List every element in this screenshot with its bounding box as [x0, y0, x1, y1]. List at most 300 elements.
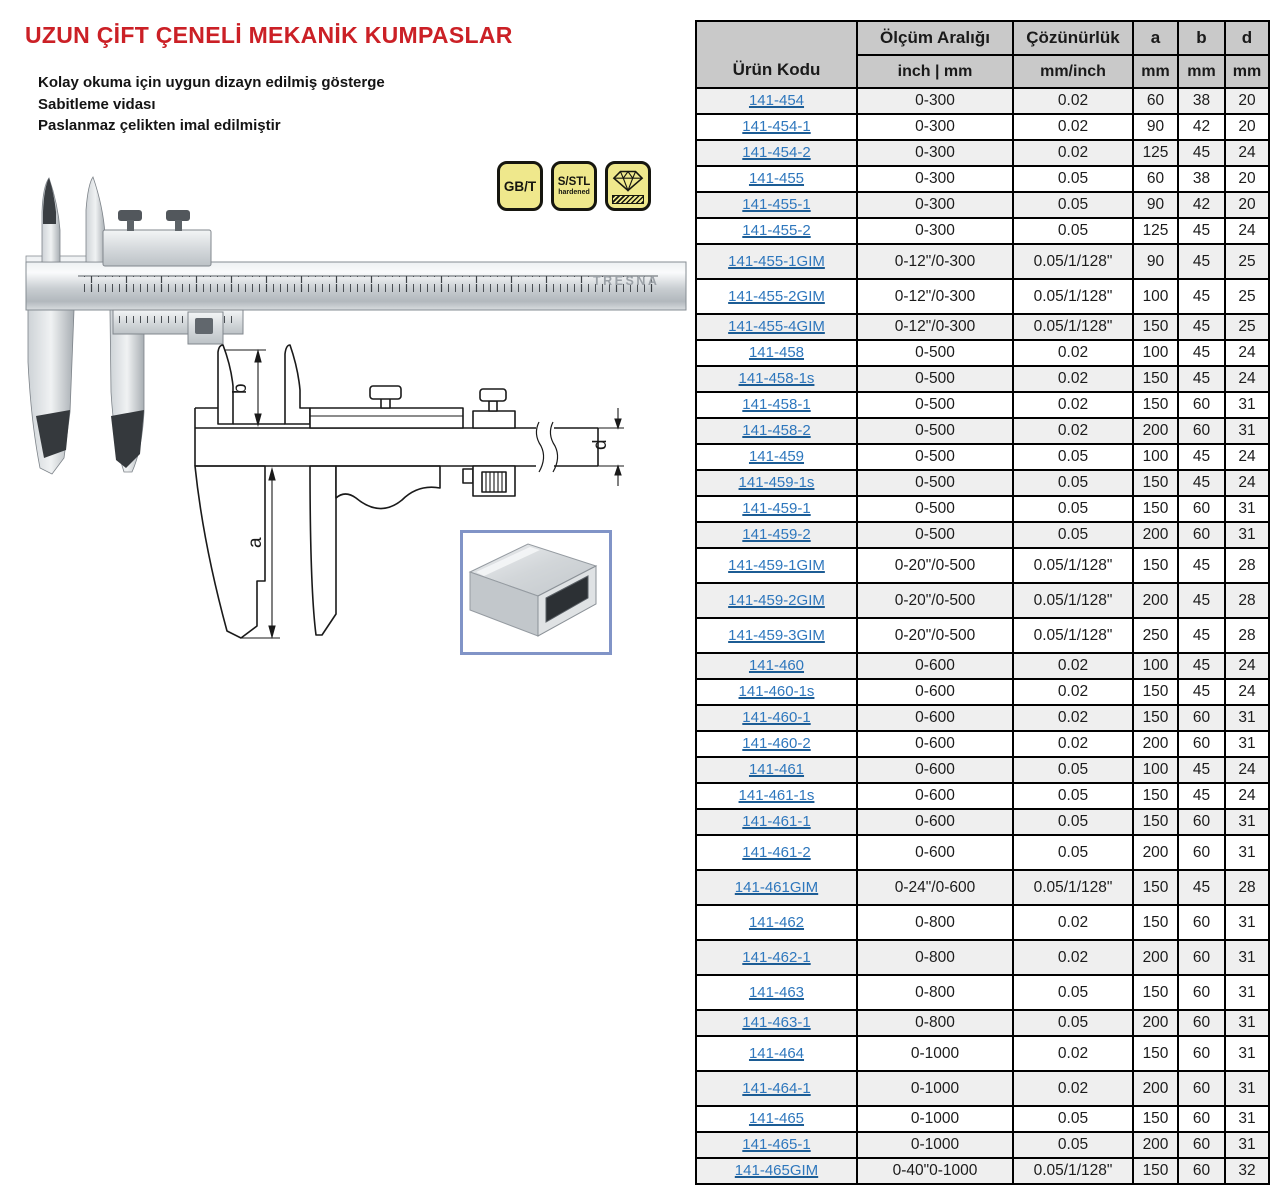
dim-d-cell: 31	[1225, 1036, 1269, 1071]
product-code-link[interactable]: 141-463	[748, 983, 805, 1001]
table-row	[696, 731, 1269, 757]
resolution-cell: 0.05	[1013, 192, 1133, 218]
product-code-link[interactable]: 141-460-1s	[738, 683, 815, 700]
product-code-cell	[696, 88, 857, 114]
resolution-cell: 0.05/1/128"	[1013, 1158, 1133, 1184]
product-code-cell	[696, 496, 857, 522]
product-code-link[interactable]: 141-460	[748, 657, 805, 674]
table-row	[696, 870, 1269, 905]
range-cell: 0-600	[857, 835, 1013, 870]
dim-a-cell: 150	[1133, 679, 1178, 705]
drawing-slider-plate	[336, 466, 440, 509]
dim-b-cell: 38	[1178, 166, 1225, 192]
range-cell: 0-800	[857, 975, 1013, 1010]
product-code-cell	[696, 1036, 857, 1071]
dim-d-cell: 20	[1225, 88, 1269, 114]
dim-d-cell: 31	[1225, 1010, 1269, 1036]
resolution-cell: 0.02	[1013, 653, 1133, 679]
product-code-link[interactable]: 141-455-1GIM	[728, 252, 825, 270]
dim-b-cell: 60	[1178, 522, 1225, 548]
product-code-link[interactable]: 141-461-2	[742, 843, 811, 861]
table-row	[696, 522, 1269, 548]
badge-sublabel: hardened	[558, 188, 590, 196]
product-code-link[interactable]: 141-459-1GIM	[728, 556, 825, 574]
beam-tube-illustration	[468, 538, 604, 642]
range-cell: 0-40"0-1000	[857, 1158, 1013, 1184]
product-code-link[interactable]: 141-459	[748, 448, 805, 465]
product-code-cell	[696, 1132, 857, 1158]
dim-a-cell: 150	[1133, 705, 1178, 731]
col-header-b: b	[1178, 21, 1225, 55]
dim-b-cell: 42	[1178, 114, 1225, 140]
jaw-carbide-tip	[111, 410, 144, 468]
dim-a-cell: 150	[1133, 314, 1178, 340]
range-cell: 0-1000	[857, 1132, 1013, 1158]
resolution-cell: 0.05	[1013, 975, 1133, 1010]
dim-a-cell: 150	[1133, 809, 1178, 835]
product-code-cell	[696, 114, 857, 140]
dim-b-cell: 60	[1178, 731, 1225, 757]
drawing-upper-jaw-slider	[285, 345, 310, 424]
dim-b-cell: 60	[1178, 1158, 1225, 1184]
dim-b-cell: 60	[1178, 1106, 1225, 1132]
product-code-link[interactable]: 141-459-1s	[738, 474, 815, 491]
dim-a-cell: 150	[1133, 1036, 1178, 1071]
resolution-cell: 0.02	[1013, 392, 1133, 418]
dim-b-cell: 38	[1178, 88, 1225, 114]
product-code-link[interactable]: 141-455-4GIM	[728, 318, 825, 335]
table-row	[696, 653, 1269, 679]
range-cell: 0-300	[857, 218, 1013, 244]
product-code-cell	[696, 975, 857, 1010]
product-code-link[interactable]: 141-454-1	[742, 118, 811, 135]
resolution-cell: 0.05/1/128"	[1013, 548, 1133, 583]
range-cell: 0-1000	[857, 1036, 1013, 1071]
resolution-cell: 0.05/1/128"	[1013, 618, 1133, 653]
table-row	[696, 1036, 1269, 1071]
product-code-link[interactable]: 141-461GIM	[734, 878, 819, 896]
dim-d-cell: 31	[1225, 809, 1269, 835]
resolution-cell: 0.02	[1013, 679, 1133, 705]
table-row	[696, 279, 1269, 314]
product-code-link[interactable]: 141-458-1	[742, 396, 811, 413]
product-code-link[interactable]: 141-463-1	[742, 1014, 811, 1031]
col-header-range: Ölçüm Aralığı	[857, 21, 1013, 55]
range-cell: 0-24"/0-600	[857, 870, 1013, 905]
dim-d-cell: 28	[1225, 870, 1269, 905]
dim-b-cell: 45	[1178, 783, 1225, 809]
product-code-cell	[696, 1071, 857, 1106]
product-code-cell	[696, 809, 857, 835]
dim-d-cell: 31	[1225, 522, 1269, 548]
dim-a-cell: 200	[1133, 731, 1178, 757]
drawing-slider-box	[310, 408, 463, 428]
resolution-cell: 0.05	[1013, 1010, 1133, 1036]
range-cell: 0-1000	[857, 1106, 1013, 1132]
dim-d-cell: 24	[1225, 783, 1269, 809]
badge-label: S/STL	[557, 175, 591, 188]
dim-d-cell: 31	[1225, 1132, 1269, 1158]
upper-jaw-slider	[86, 177, 105, 262]
range-cell: 0-500	[857, 496, 1013, 522]
dim-b-cell: 45	[1178, 218, 1225, 244]
resolution-cell: 0.02	[1013, 418, 1133, 444]
dim-d-cell: 31	[1225, 835, 1269, 870]
product-code-link[interactable]: 141-459-1	[742, 500, 811, 517]
range-cell: 0-20"/0-500	[857, 618, 1013, 653]
thumb-screw	[166, 210, 190, 221]
dim-d-cell: 25	[1225, 244, 1269, 279]
resolution-cell: 0.02	[1013, 905, 1133, 940]
dim-b-cell: 60	[1178, 392, 1225, 418]
range-cell: 0-12"/0-300	[857, 314, 1013, 340]
dim-d-cell: 31	[1225, 496, 1269, 522]
table-row	[696, 809, 1269, 835]
product-code-link[interactable]: 141-454	[748, 92, 805, 109]
product-code-link[interactable]: 141-465GIM	[734, 1162, 819, 1179]
dim-d-cell: 24	[1225, 340, 1269, 366]
resolution-cell: 0.05/1/128"	[1013, 244, 1133, 279]
dim-b-cell: 60	[1178, 1132, 1225, 1158]
dim-d-cell: 24	[1225, 366, 1269, 392]
dim-d-cell: 25	[1225, 279, 1269, 314]
product-code-cell	[696, 392, 857, 418]
resolution-cell: 0.02	[1013, 366, 1133, 392]
product-code-link[interactable]: 141-461-1	[742, 813, 811, 830]
dim-d-cell: 31	[1225, 905, 1269, 940]
range-cell: 0-500	[857, 366, 1013, 392]
resolution-cell: 0.05	[1013, 166, 1133, 192]
range-cell: 0-300	[857, 166, 1013, 192]
range-cell: 0-800	[857, 905, 1013, 940]
dim-a-cell: 200	[1133, 1010, 1178, 1036]
dim-a-cell: 200	[1133, 1071, 1178, 1106]
range-cell: 0-500	[857, 418, 1013, 444]
table-row	[696, 140, 1269, 166]
product-code-link[interactable]: 141-459-2	[742, 526, 811, 543]
resolution-cell: 0.02	[1013, 940, 1133, 975]
product-code-cell	[696, 548, 857, 583]
dim-a-cell: 90	[1133, 114, 1178, 140]
dim-d-cell: 24	[1225, 470, 1269, 496]
col-unit-a: mm	[1133, 55, 1178, 88]
table-row	[696, 340, 1269, 366]
dim-d-cell: 24	[1225, 140, 1269, 166]
table-row	[696, 470, 1269, 496]
dim-a-cell: 100	[1133, 444, 1178, 470]
table-row	[696, 835, 1269, 870]
dim-b-cell: 45	[1178, 340, 1225, 366]
dimension-label-b: b	[230, 383, 251, 394]
dim-d-cell: 31	[1225, 975, 1269, 1010]
table-row	[696, 1132, 1269, 1158]
resolution-cell: 0.02	[1013, 1036, 1133, 1071]
range-cell: 0-600	[857, 679, 1013, 705]
dim-d-cell: 31	[1225, 1071, 1269, 1106]
dim-b-cell: 60	[1178, 835, 1225, 870]
dim-b-cell: 60	[1178, 809, 1225, 835]
dim-b-cell: 60	[1178, 1071, 1225, 1106]
dim-d-cell: 24	[1225, 757, 1269, 783]
dim-a-cell: 200	[1133, 835, 1178, 870]
range-cell: 0-300	[857, 114, 1013, 140]
table-row	[696, 418, 1269, 444]
table-row	[696, 940, 1269, 975]
dim-a-cell: 100	[1133, 757, 1178, 783]
dimension-label-d: d	[590, 439, 611, 450]
product-code-cell	[696, 244, 857, 279]
dim-a-cell: 90	[1133, 244, 1178, 279]
range-cell: 0-300	[857, 140, 1013, 166]
table-row	[696, 314, 1269, 340]
dim-b-cell: 45	[1178, 444, 1225, 470]
product-code-link[interactable]: 141-459-2GIM	[728, 591, 825, 609]
table-row	[696, 1071, 1269, 1106]
dim-a-cell: 150	[1133, 470, 1178, 496]
dim-b-cell: 60	[1178, 418, 1225, 444]
drawing-thumb-screw	[370, 386, 401, 399]
dim-d-cell: 20	[1225, 192, 1269, 218]
dim-a-cell: 200	[1133, 1132, 1178, 1158]
col-header-a: a	[1133, 21, 1178, 55]
product-code-link[interactable]: 141-460-1	[742, 709, 811, 726]
page-title: UZUN ÇİFT ÇENELİ MEKANİK KUMPASLAR	[25, 22, 513, 48]
dim-b-cell: 45	[1178, 279, 1225, 314]
product-code-link[interactable]: 141-458-2	[742, 422, 811, 439]
range-cell: 0-20"/0-500	[857, 583, 1013, 618]
product-code-link[interactable]: 141-458	[748, 344, 805, 361]
dim-b-cell: 60	[1178, 975, 1225, 1010]
dim-a-cell: 150	[1133, 496, 1178, 522]
resolution-cell: 0.05	[1013, 757, 1133, 783]
dim-b-cell: 45	[1178, 140, 1225, 166]
table-row	[696, 1010, 1269, 1036]
range-cell: 0-600	[857, 783, 1013, 809]
feature-item: Sabitleme vidası	[38, 95, 156, 113]
upper-jaw-dark-tip	[43, 178, 56, 224]
product-code-cell	[696, 418, 857, 444]
product-code-link[interactable]: 141-460-2	[742, 735, 811, 752]
product-code-link[interactable]: 141-461	[748, 761, 805, 778]
product-code-cell	[696, 705, 857, 731]
dim-b-cell: 45	[1178, 679, 1225, 705]
product-code-cell	[696, 1158, 857, 1184]
range-cell: 0-500	[857, 522, 1013, 548]
product-code-cell	[696, 522, 857, 548]
product-code-cell	[696, 340, 857, 366]
product-code-link[interactable]: 141-461-1s	[738, 787, 815, 804]
dim-b-cell: 60	[1178, 940, 1225, 975]
dim-b-cell: 60	[1178, 496, 1225, 522]
dim-a-cell: 200	[1133, 522, 1178, 548]
resolution-cell: 0.02	[1013, 114, 1133, 140]
dim-d-cell: 24	[1225, 679, 1269, 705]
dim-d-cell: 31	[1225, 705, 1269, 731]
dim-b-cell: 60	[1178, 705, 1225, 731]
range-cell: 0-600	[857, 757, 1013, 783]
col-unit-d: mm	[1225, 55, 1269, 88]
dim-a-cell: 100	[1133, 279, 1178, 314]
feature-item: Paslanmaz çelikten imal edilmiştir	[38, 117, 281, 134]
table-row	[696, 444, 1269, 470]
dim-d-cell: 31	[1225, 940, 1269, 975]
dim-b-cell: 45	[1178, 757, 1225, 783]
product-code-link[interactable]: 141-465-1	[742, 1136, 811, 1153]
dim-a-cell: 150	[1133, 392, 1178, 418]
product-code-link[interactable]: 141-465	[748, 1110, 805, 1127]
dim-a-cell: 150	[1133, 783, 1178, 809]
dim-d-cell: 28	[1225, 548, 1269, 583]
dim-b-cell: 45	[1178, 653, 1225, 679]
dim-a-cell: 150	[1133, 1106, 1178, 1132]
product-code-cell	[696, 618, 857, 653]
dim-a-cell: 150	[1133, 548, 1178, 583]
resolution-cell: 0.05	[1013, 444, 1133, 470]
product-code-cell	[696, 1010, 857, 1036]
dim-b-cell: 45	[1178, 583, 1225, 618]
table-row	[696, 1106, 1269, 1132]
resolution-cell: 0.05	[1013, 1106, 1133, 1132]
product-code-cell	[696, 444, 857, 470]
badge-label: GB/T	[503, 178, 537, 194]
dim-d-cell: 31	[1225, 1106, 1269, 1132]
table-row	[696, 218, 1269, 244]
product-code-link[interactable]: 141-455-2	[742, 222, 811, 239]
product-code-link[interactable]: 141-458-1s	[738, 370, 815, 387]
resolution-cell: 0.05/1/128"	[1013, 314, 1133, 340]
range-cell: 0-800	[857, 940, 1013, 975]
beam-cross-section-inset	[460, 530, 612, 655]
product-table	[695, 20, 1270, 1185]
table-row	[696, 496, 1269, 522]
product-code-cell	[696, 583, 857, 618]
product-code-cell	[696, 166, 857, 192]
product-code-link[interactable]: 141-454-2	[742, 144, 811, 161]
col-subheader-resolution-units: mm/inch	[1013, 55, 1133, 88]
dim-b-cell: 60	[1178, 905, 1225, 940]
table-row	[696, 114, 1269, 140]
resolution-cell: 0.02	[1013, 1071, 1133, 1106]
product-code-cell	[696, 905, 857, 940]
dim-b-cell: 42	[1178, 192, 1225, 218]
product-code-link[interactable]: 141-464-1	[742, 1079, 811, 1097]
range-cell: 0-500	[857, 470, 1013, 496]
drawing-fine-adjust	[473, 411, 515, 428]
dim-d-cell: 24	[1225, 444, 1269, 470]
product-code-cell	[696, 366, 857, 392]
product-code-cell	[696, 470, 857, 496]
feature-item: Kolay okuma için uygun dizayn edilmiş gösterge	[38, 74, 385, 91]
drawing-fixed-jaw	[195, 466, 265, 638]
dim-a-cell: 90	[1133, 192, 1178, 218]
brand-logo: TRESNA	[593, 274, 660, 288]
table-row	[696, 583, 1269, 618]
resolution-cell: 0.02	[1013, 140, 1133, 166]
resolution-cell: 0.05	[1013, 783, 1133, 809]
dim-a-cell: 150	[1133, 870, 1178, 905]
product-code-link[interactable]: 141-464	[748, 1044, 805, 1062]
product-code-link[interactable]: 141-455-1	[742, 196, 811, 213]
table-row	[696, 679, 1269, 705]
dim-a-cell: 125	[1133, 140, 1178, 166]
table-row	[696, 166, 1269, 192]
dim-b-cell: 45	[1178, 548, 1225, 583]
dim-b-cell: 45	[1178, 366, 1225, 392]
resolution-cell: 0.02	[1013, 340, 1133, 366]
resolution-cell: 0.05	[1013, 835, 1133, 870]
product-code-link[interactable]: 141-462-1	[742, 948, 811, 966]
col-header-d: d	[1225, 21, 1269, 55]
dim-d-cell: 31	[1225, 731, 1269, 757]
resolution-cell: 0.02	[1013, 705, 1133, 731]
range-cell: 0-12"/0-300	[857, 244, 1013, 279]
product-table-body	[696, 88, 1269, 1184]
table-row	[696, 905, 1269, 940]
resolution-cell: 0.02	[1013, 731, 1133, 757]
dim-a-cell: 60	[1133, 88, 1178, 114]
range-cell: 0-500	[857, 444, 1013, 470]
table-row	[696, 1158, 1269, 1184]
table-row	[696, 366, 1269, 392]
dim-a-cell: 150	[1133, 905, 1178, 940]
table-header	[696, 21, 1269, 88]
table-row	[696, 757, 1269, 783]
range-cell: 0-20"/0-500	[857, 548, 1013, 583]
technical-drawing	[150, 338, 695, 668]
col-unit-b: mm	[1178, 55, 1225, 88]
range-cell: 0-1000	[857, 1071, 1013, 1106]
table-row	[696, 192, 1269, 218]
dim-d-cell: 31	[1225, 418, 1269, 444]
product-code-cell	[696, 279, 857, 314]
table-row	[696, 88, 1269, 114]
product-code-cell	[696, 218, 857, 244]
table-row	[696, 705, 1269, 731]
table-row	[696, 392, 1269, 418]
range-cell: 0-600	[857, 653, 1013, 679]
product-code-cell	[696, 1106, 857, 1132]
feature-list	[38, 72, 385, 137]
table-row	[696, 618, 1269, 653]
dim-b-cell: 60	[1178, 1036, 1225, 1071]
product-code-cell	[696, 314, 857, 340]
dim-d-cell: 32	[1225, 1158, 1269, 1184]
resolution-cell: 0.05	[1013, 496, 1133, 522]
table-row	[696, 783, 1269, 809]
resolution-cell: 0.05	[1013, 470, 1133, 496]
resolution-cell: 0.05	[1013, 218, 1133, 244]
thumb-screw	[118, 210, 142, 221]
product-code-cell	[696, 757, 857, 783]
range-cell: 0-600	[857, 705, 1013, 731]
dim-b-cell: 45	[1178, 244, 1225, 279]
drawing-slider-jaw	[310, 466, 336, 635]
dim-a-cell: 100	[1133, 653, 1178, 679]
dim-b-cell: 45	[1178, 314, 1225, 340]
product-code-link[interactable]: 141-455	[748, 170, 805, 187]
product-code-cell	[696, 653, 857, 679]
range-cell: 0-12"/0-300	[857, 279, 1013, 314]
range-cell: 0-500	[857, 340, 1013, 366]
product-code-link[interactable]: 141-455-2GIM	[728, 287, 825, 305]
slider-body	[103, 230, 211, 266]
dim-a-cell: 200	[1133, 418, 1178, 444]
dim-a-cell: 200	[1133, 940, 1178, 975]
product-code-link[interactable]: 141-462	[748, 913, 805, 931]
dim-d-cell: 25	[1225, 314, 1269, 340]
product-code-link[interactable]: 141-459-3GIM	[728, 626, 825, 644]
resolution-cell: 0.05/1/128"	[1013, 870, 1133, 905]
